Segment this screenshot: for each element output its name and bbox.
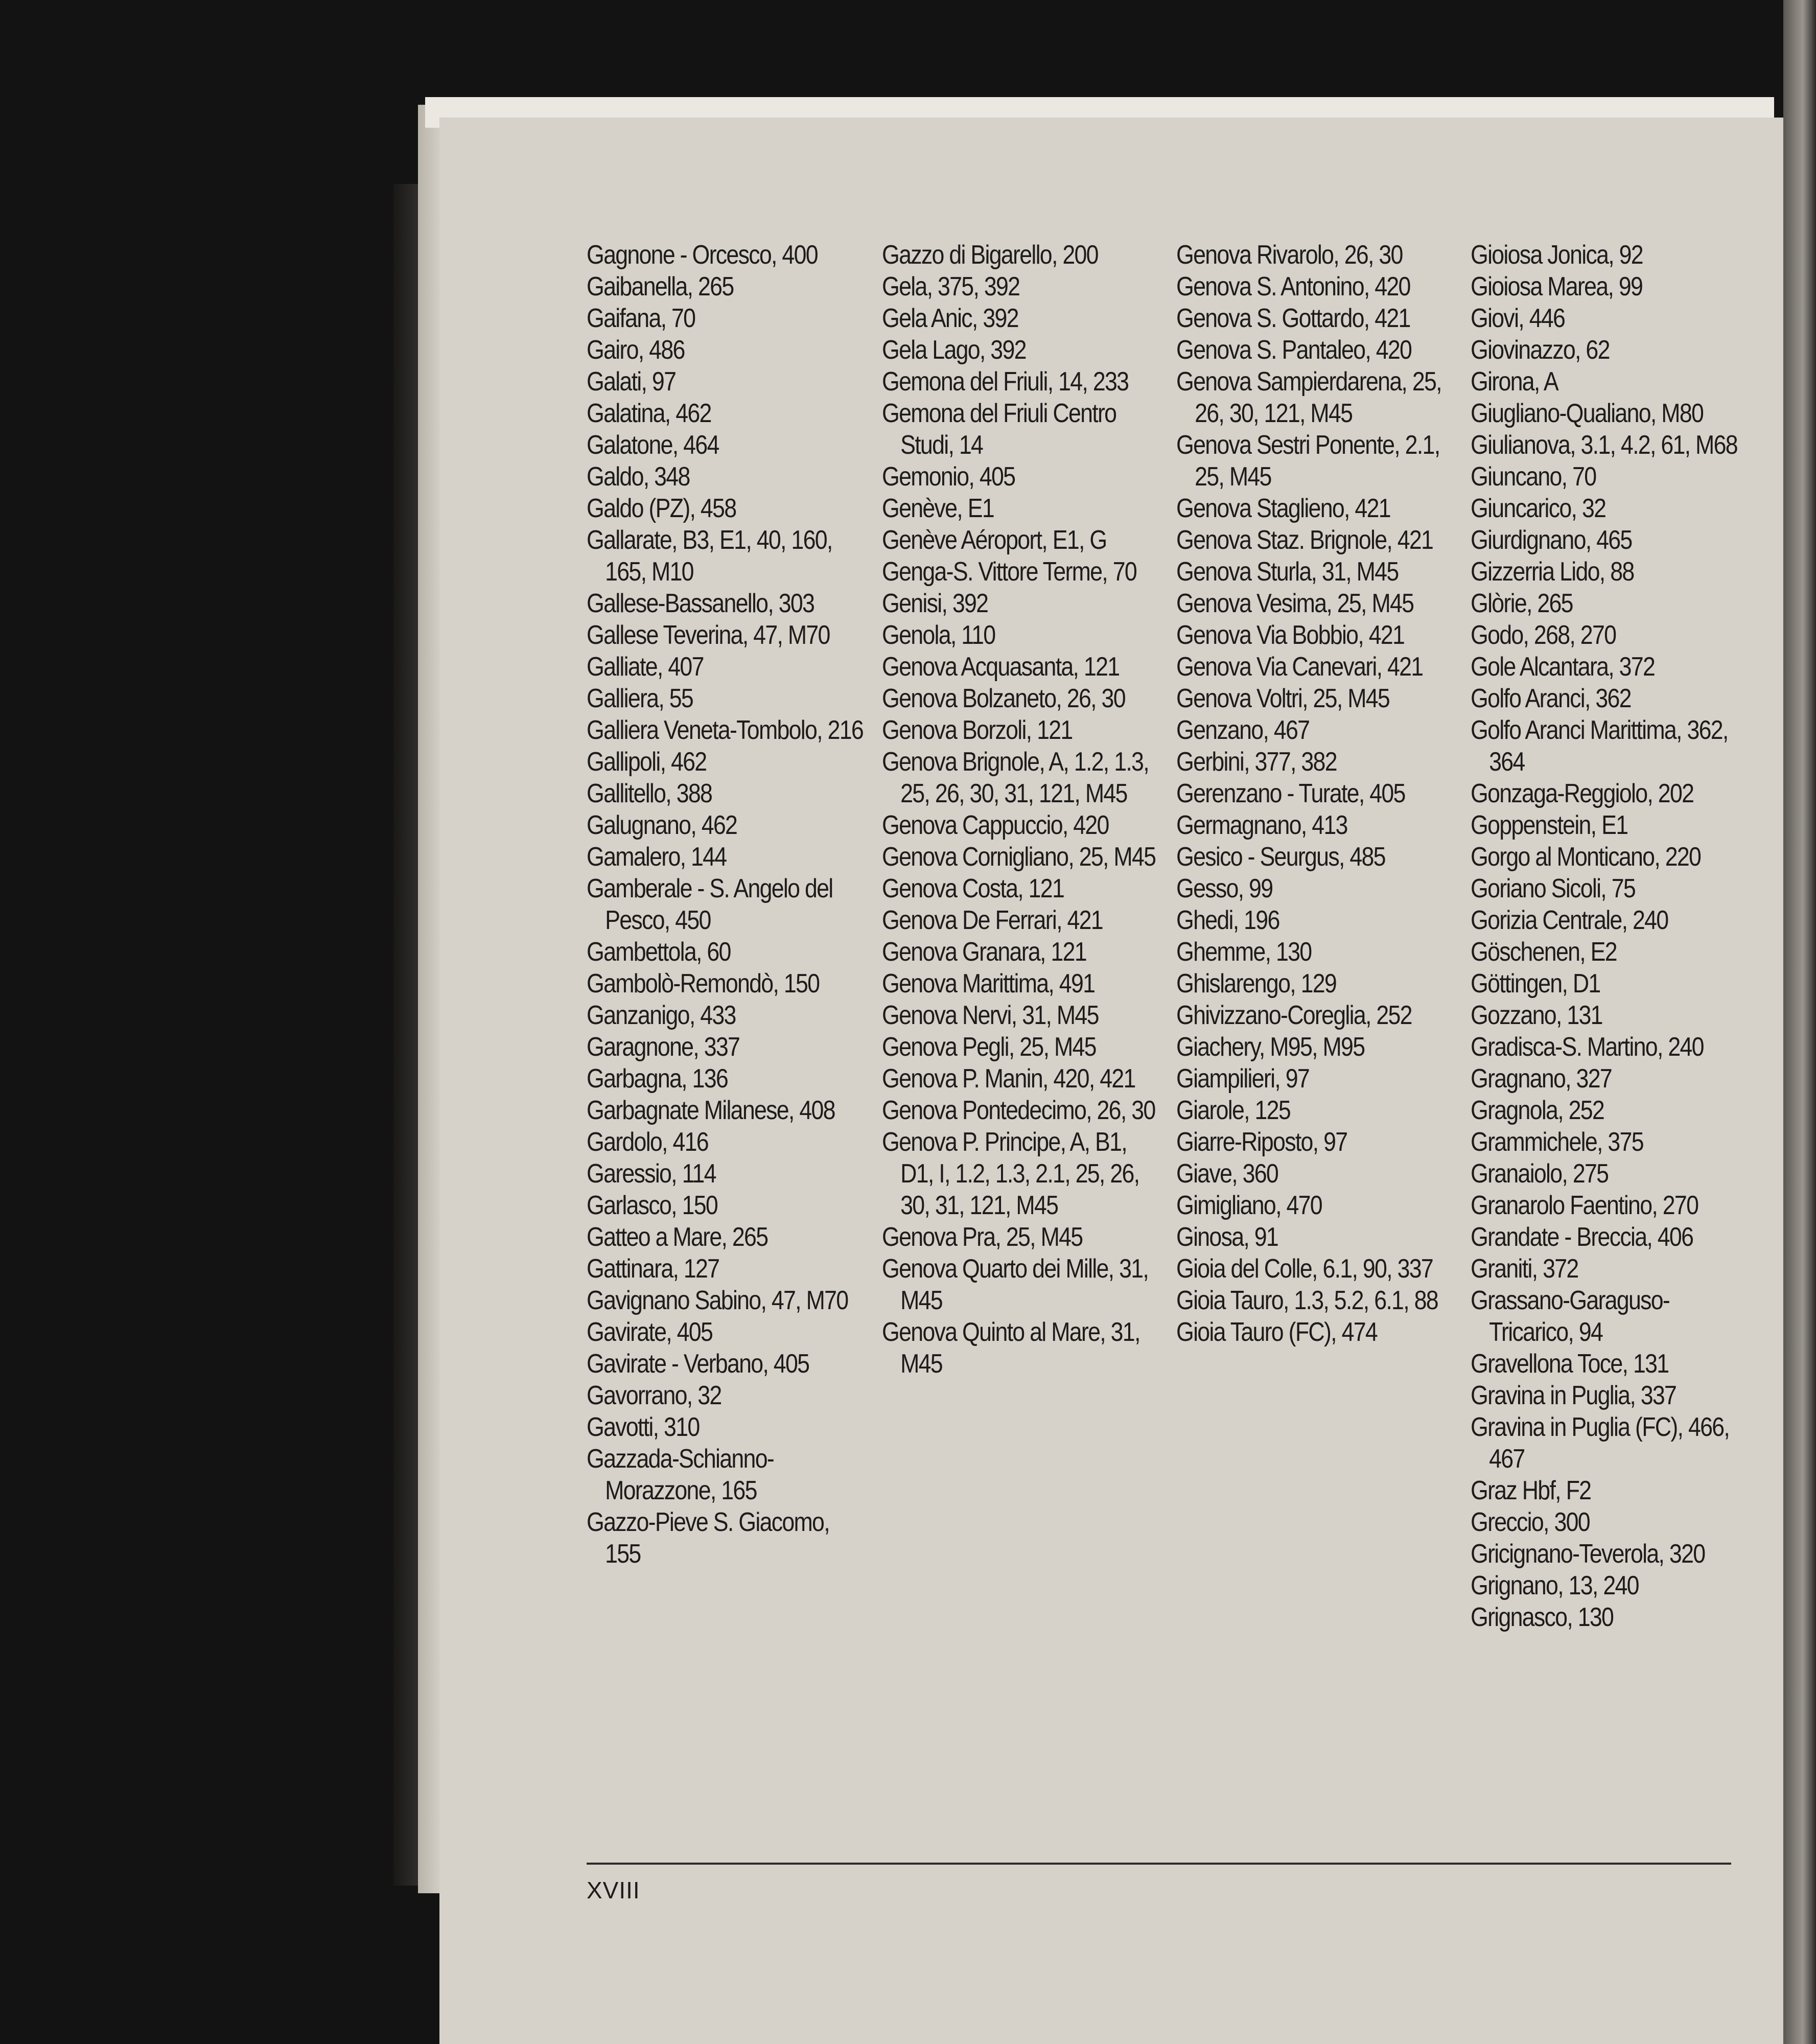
- index-entry: Gesso, 99: [1176, 874, 1273, 903]
- index-entry: Gatteo a Mare, 265: [587, 1222, 768, 1252]
- index-entry: Gricignano-Teverola, 320: [1471, 1539, 1705, 1569]
- index-entry: Gemona del Friuli, 14, 233: [882, 367, 1129, 397]
- index-entry: Genova De Ferrari, 421: [882, 905, 1103, 935]
- index-entry: Genga-S. Vittore Terme, 70: [882, 557, 1137, 587]
- index-entry: Gazzo di Bigarello, 200: [882, 240, 1098, 270]
- index-entry: Galliera, 55: [587, 684, 693, 713]
- index-entry: Ghedi, 196: [1176, 905, 1279, 935]
- index-entry: Gardolo, 416: [587, 1127, 708, 1157]
- index-entry: Genova Pontedecimo, 26, 30: [882, 1096, 1155, 1125]
- index-entry: Gravina in Puglia, 337: [1471, 1381, 1677, 1410]
- index-entry: Giulianova, 3.1, 4.2, 61, M68: [1471, 430, 1737, 460]
- index-entry: Gallese Teverina, 47, M70: [587, 620, 830, 650]
- index-entry: Ginosa, 91: [1176, 1222, 1278, 1252]
- index-entry: Gesico - Seurgus, 485: [1176, 842, 1385, 872]
- index-entry: Granarolo Faentino, 270: [1471, 1191, 1698, 1220]
- index-entry: Gambolò-Remondò, 150: [587, 969, 820, 998]
- index-entry: Giovinazzo, 62: [1471, 335, 1610, 365]
- index-entry: Gonzaga-Reggiolo, 202: [1471, 779, 1694, 808]
- index-entry: Gavirate - Verbano, 405: [587, 1349, 809, 1379]
- index-entry: Greccio, 300: [1471, 1507, 1590, 1537]
- index-entry: Gemonio, 405: [882, 462, 1015, 492]
- index-entry: Glòrie, 265: [1471, 589, 1573, 618]
- index-entry: Genova Via Canevari, 421: [1176, 652, 1423, 682]
- index-entry: Gioia Tauro, 1.3, 5.2, 6.1, 88: [1176, 1286, 1438, 1315]
- index-entry: Genova Bolzaneto, 26, 30: [882, 684, 1125, 713]
- index-entry: Gavorrano, 32: [587, 1381, 721, 1410]
- index-entry: Gragnano, 327: [1471, 1064, 1612, 1094]
- index-entry: Gioiosa Jonica, 92: [1471, 240, 1643, 270]
- index-entry: Ghemme, 130: [1176, 937, 1312, 967]
- index-entry: Gela Lago, 392: [882, 335, 1026, 365]
- index-entry: Genova Borzoli, 121: [882, 715, 1073, 745]
- index-entry: Genova Sestri Ponente, 2.1, 25, M45: [1176, 430, 1440, 492]
- index-entry: Graniti, 372: [1471, 1254, 1578, 1284]
- index-entry: Gazzada-Schianno-Morazzone, 165: [587, 1444, 774, 1505]
- index-entry: Gela, 375, 392: [882, 272, 1020, 301]
- index-entry: Girona, A: [1471, 367, 1558, 397]
- index-entry: Genola, 110: [882, 620, 995, 650]
- index-entry: Genova Via Bobbio, 421: [1176, 620, 1405, 650]
- index-entry: Gagnone - Orcesco, 400: [587, 240, 818, 270]
- index-entry: Giovi, 446: [1471, 304, 1565, 333]
- index-entry: Gela Anic, 392: [882, 304, 1018, 333]
- index-entry: Gizzerria Lido, 88: [1471, 557, 1634, 587]
- index-entry: Gravina in Puglia (FC), 466, 467: [1471, 1412, 1730, 1474]
- index-entry: Garessio, 114: [587, 1159, 716, 1189]
- index-entry: Gallese-Bassanello, 303: [587, 589, 814, 618]
- index-entry: Gimigliano, 470: [1176, 1191, 1322, 1220]
- index-entry: Gradisca-S. Martino, 240: [1471, 1032, 1704, 1062]
- index-entry: Göttingen, D1: [1471, 969, 1600, 998]
- index-entry: Garlasco, 150: [587, 1191, 718, 1220]
- index-entry: Genova Acquasanta, 121: [882, 652, 1120, 682]
- index-entry: Genova Staz. Brignole, 421: [1176, 525, 1433, 555]
- index-entry: Ganzanigo, 433: [587, 1001, 736, 1030]
- index-entry: Gorgo al Monticano, 220: [1471, 842, 1701, 872]
- index-entry: Gaibanella, 265: [587, 272, 734, 301]
- index-entry: Garagnone, 337: [587, 1032, 740, 1062]
- index-entry: Galati, 97: [587, 367, 676, 397]
- index-entry: Garbagnate Milanese, 408: [587, 1096, 835, 1125]
- index-entry: Giarole, 125: [1176, 1096, 1290, 1125]
- index-entry: Gamalero, 144: [587, 842, 727, 872]
- index-entry: Godo, 268, 270: [1471, 620, 1616, 650]
- index-entry: Genova S. Pantaleo, 420: [1176, 335, 1412, 365]
- footer-rule: [587, 1863, 1731, 1865]
- index-entry: Gerenzano - Turate, 405: [1176, 779, 1405, 808]
- index-entry: Giachery, M95, M95: [1176, 1032, 1365, 1062]
- index-entry: Galdo (PZ), 458: [587, 494, 736, 523]
- index-entry: Gorizia Centrale, 240: [1471, 905, 1668, 935]
- index-entry: Genova P. Principe, A, B1, D1, I, 1.2, 1.3, 2.1, 25, 26, 30, 31, 121, M45: [882, 1127, 1139, 1220]
- index-entry: Genova S. Gottardo, 421: [1176, 304, 1410, 333]
- index-entry: Galatone, 464: [587, 430, 719, 460]
- index-entry: Genova Vesima, 25, M45: [1176, 589, 1414, 618]
- index-entry: Gole Alcantara, 372: [1471, 652, 1655, 682]
- index-entry: Genova Marittima, 491: [882, 969, 1095, 998]
- index-entry: Galugnano, 462: [587, 810, 737, 840]
- index-entry: Gioia del Colle, 6.1, 90, 337: [1176, 1254, 1433, 1284]
- index-entry: Ghislarengo, 129: [1176, 969, 1337, 998]
- index-column-3: [1176, 239, 1462, 1348]
- index-entry: Gravellona Toce, 131: [1471, 1349, 1669, 1379]
- index-entry: Gairo, 486: [587, 335, 685, 365]
- index-entry: Gavignano Sabino, 47, M70: [587, 1286, 848, 1315]
- index-entry: Galatina, 462: [587, 399, 711, 428]
- index-entry: Gaifana, 70: [587, 304, 695, 333]
- index-entry: Genova S. Antonino, 420: [1176, 272, 1410, 301]
- page-number: XVIII: [587, 1877, 640, 1903]
- index-entry: Grignasco, 130: [1471, 1602, 1614, 1632]
- index-entry: Gallipoli, 462: [587, 747, 707, 777]
- index-entry: Giave, 360: [1176, 1159, 1278, 1189]
- index-entry: Genève Aéroport, E1, G: [882, 525, 1107, 555]
- index-entry: Giurdignano, 465: [1471, 525, 1632, 555]
- index-column-1: [587, 239, 872, 1570]
- index-entry: Galliate, 407: [587, 652, 704, 682]
- index-entry: Granaiolo, 275: [1471, 1159, 1609, 1189]
- index-entry: Gattinara, 127: [587, 1254, 719, 1284]
- index-entry: Genova Costa, 121: [882, 874, 1064, 903]
- index-entry: Genève, E1: [882, 494, 994, 523]
- index-entry: Gragnola, 252: [1471, 1096, 1604, 1125]
- index-entry: Gamberale - S. Angelo del Pesco, 450: [587, 874, 833, 935]
- index-entry: Genova Quarto dei Mille, 31, M45: [882, 1254, 1149, 1315]
- index-entry: Gioiosa Marea, 99: [1471, 272, 1643, 301]
- index-entry: Goriano Sicoli, 75: [1471, 874, 1636, 903]
- index-entry: Giarre-Riposto, 97: [1176, 1127, 1347, 1157]
- index-column-4: [1471, 239, 1756, 1633]
- book-spine: [1783, 0, 1816, 2044]
- index-entry: Gavirate, 405: [587, 1317, 713, 1347]
- index-entry: Genova Quinto al Mare, 31, M45: [882, 1317, 1140, 1379]
- index-entry: Grassano-Garaguso-Tricarico, 94: [1471, 1286, 1670, 1347]
- index-entry: Giuncano, 70: [1471, 462, 1596, 492]
- index-entry: Golfo Aranci, 362: [1471, 684, 1631, 713]
- index-entry: Genova Cappuccio, 420: [882, 810, 1109, 840]
- index-entry: Genova Voltri, 25, M45: [1176, 684, 1390, 713]
- index-entry: Gerbini, 377, 382: [1176, 747, 1337, 777]
- index-entry: Genova Staglieno, 421: [1176, 494, 1390, 523]
- index-entry: Grandate - Breccia, 406: [1471, 1222, 1693, 1252]
- index-entry: Gambettola, 60: [587, 937, 731, 967]
- index-entry: Gozzano, 131: [1471, 1001, 1602, 1030]
- index-entry: Gallarate, B3, E1, 40, 160, 165, M10: [587, 525, 832, 587]
- index-entry: Giugliano-Qualiano, M80: [1471, 399, 1704, 428]
- index-entry: Galdo, 348: [587, 462, 690, 492]
- index-entry: Grammichele, 375: [1471, 1127, 1643, 1157]
- index-entry: Gemona del Friuli Centro Studi, 14: [882, 399, 1116, 460]
- index-entry: Garbagna, 136: [587, 1064, 728, 1094]
- index-entry: Gavotti, 310: [587, 1412, 700, 1442]
- index-entry: Gazzo-Pieve S. Giacomo, 155: [587, 1507, 829, 1569]
- index-entry: Genova P. Manin, 420, 421: [882, 1064, 1135, 1094]
- index-entry: Galliera Veneta-Tombolo, 216: [587, 715, 864, 745]
- index-entry: Genova Pegli, 25, M45: [882, 1032, 1096, 1062]
- index-entry: Genova Cornigliano, 25, M45: [882, 842, 1156, 872]
- index-entry: Genova Nervi, 31, M45: [882, 1001, 1099, 1030]
- index-entry: Goppenstein, E1: [1471, 810, 1628, 840]
- index-entry: Giuncarico, 32: [1471, 494, 1606, 523]
- index-entry: Genova Sampierdarena, 25, 26, 30, 121, M45: [1176, 367, 1441, 428]
- index-entry: Gioia Tauro (FC), 474: [1176, 1317, 1378, 1347]
- index-entry: Genova Rivarolo, 26, 30: [1176, 240, 1403, 270]
- index-entry: Ghivizzano-Coreglia, 252: [1176, 1001, 1412, 1030]
- index-entry: Gallitello, 388: [587, 779, 712, 808]
- station-index: [587, 239, 1737, 1859]
- index-column-2: [882, 239, 1168, 1380]
- index-entry: Genova Granara, 121: [882, 937, 1086, 967]
- index-entry: Grignano, 13, 240: [1471, 1571, 1639, 1600]
- index-entry: Genova Brignole, A, 1.2, 1.3, 25, 26, 30, 31, 121, M45: [882, 747, 1149, 808]
- index-entry: Graz Hbf, F2: [1471, 1476, 1591, 1505]
- index-entry: Genova Sturla, 31, M45: [1176, 557, 1399, 587]
- index-entry: Golfo Aranci Marittima, 362, 364: [1471, 715, 1728, 777]
- index-entry: Genova Pra, 25, M45: [882, 1222, 1083, 1252]
- index-entry: Giampilieri, 97: [1176, 1064, 1310, 1094]
- index-entry: Genzano, 467: [1176, 715, 1310, 745]
- index-entry: Genisi, 392: [882, 589, 988, 618]
- index-entry: Göschenen, E2: [1471, 937, 1617, 967]
- index-entry: Germagnano, 413: [1176, 810, 1347, 840]
